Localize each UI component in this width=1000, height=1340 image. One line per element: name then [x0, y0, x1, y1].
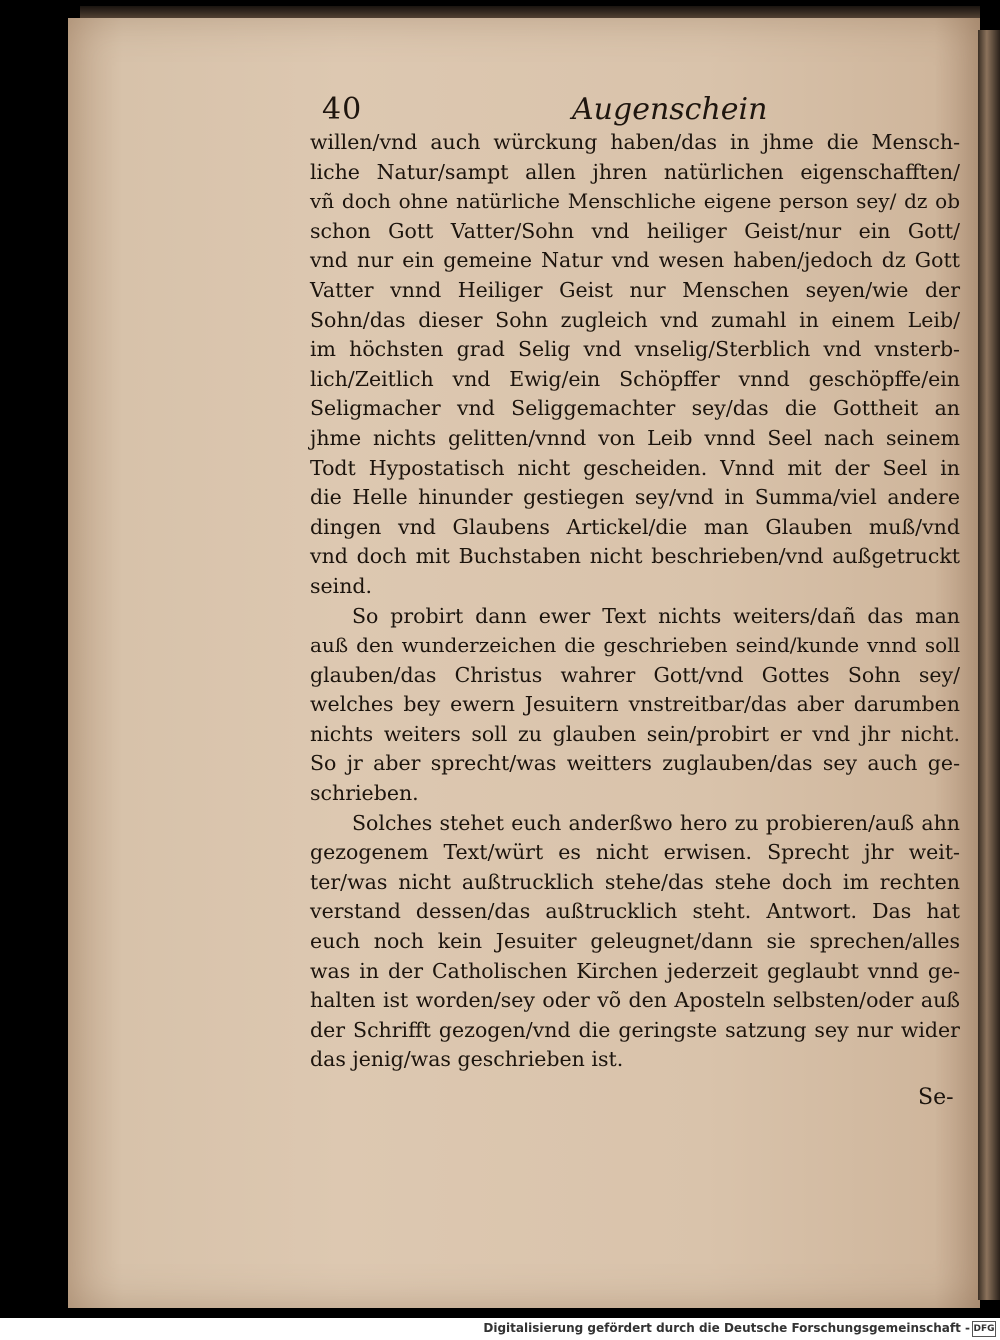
body-text	[310, 128, 960, 1075]
text-line: Sohn/das dieser Sohn zugleich vnd zumahl in einem Leib/	[310, 307, 960, 332]
footer-bar	[0, 1318, 1000, 1340]
text-line: Solches stehet euch anderßwo hero zu probieren/auß ahn	[352, 810, 960, 835]
text-line: der Schrifft gezogen/vnd die geringste satzung sey nur wider	[310, 1017, 960, 1042]
page-number: 40	[322, 92, 363, 127]
text-line: jhme nichts gelitten/vnnd von Leib vnnd Seel nach seinem	[310, 425, 960, 450]
text-line: Vatter vnnd Heiliger Geist nur Menschen seyen/wie der	[310, 277, 960, 302]
text-line: glauben/das Christus wahrer Gott/vnd Gottes Sohn sey/	[310, 662, 960, 687]
text-line: halten ist worden/sey oder võ den Aposteln selbsten/oder auß	[310, 988, 960, 1013]
text-line: verstand dessen/das außtrucklich steht. Antwort. Das hat	[310, 899, 960, 924]
dfg-logo-icon: DFG	[972, 1321, 996, 1337]
text-line: seind.	[310, 573, 373, 598]
text-line: Seligmacher vnd Seliggemachter sey/das die Gottheit an	[310, 396, 960, 421]
page-edge-right	[978, 30, 1000, 1300]
text-line: die Helle hinunder gestiegen sey/vnd in Summa/viel andere	[310, 485, 960, 510]
text-line: vnd nur ein gemeine Natur vnd wesen haben/jedoch dz Gott	[310, 248, 960, 273]
text-line: auß den wunderzeichen die geschrieben seind/kunde vnnd soll	[310, 633, 960, 658]
text-line: das jenig/was geschrieben ist.	[310, 1047, 624, 1072]
text-line: lich/Zeitlich vnd Ewig/ein Schöpffer vnnd geschöpffe/ein	[310, 366, 960, 391]
text-line: schon Gott Vatter/Sohn vnd heiliger Geist/nur ein Gott/	[310, 218, 960, 243]
text-line: nichts weiters soll zu glauben sein/probirt er vnd jhr nicht.	[310, 721, 960, 746]
text-line: euch noch kein Jesuiter geleugnet/dann sie sprechen/alles	[310, 929, 960, 954]
text-line: Todt Hypostatisch nicht gescheiden. Vnnd mit der Seel in	[310, 455, 960, 480]
text-line: vnd doch mit Buchstaben nicht beschrieben/vnd außgetruckt	[310, 544, 960, 569]
page-header	[322, 92, 768, 130]
text-line: So probirt dann ewer Text nichts weiters/dañ das man	[352, 603, 960, 628]
footer-credit: Digitalisierung gefördert durch die Deutsche Forschungsgemeinschaft -	[483, 1321, 970, 1335]
text-line: was in der Catholischen Kirchen jederzeit geglaubt vnnd ge-	[310, 958, 960, 983]
text-line: So jr aber sprecht/was weitters zuglauben/das sey auch ge-	[310, 751, 960, 776]
text-line: vñ doch ohne natürliche Menschliche eigene person sey/ dz ob	[310, 189, 960, 214]
running-title: Augenschein	[572, 92, 768, 127]
text-line: willen/vnd auch würckung haben/das in jhme die Mensch-	[310, 130, 960, 154]
text-line: dingen vnd Glaubens Artickel/die man Glauben muß/vnd	[310, 514, 960, 539]
text-line: welches bey ewern Jesuitern vnstreitbar/das aber darumben	[310, 692, 960, 717]
text-line: gezogenem Text/würt es nicht erwisen. Sprecht jhr weit-	[310, 840, 960, 865]
text-line: ter/was nicht außtrucklich stehe/das stehe doch im rechten	[310, 869, 960, 894]
text-line: im höchsten grad Selig vnd vnselig/Sterblich vnd vnsterb-	[310, 337, 960, 362]
text-line: schrieben.	[310, 781, 419, 806]
text-line: liche Natur/sampt allen jhren natürlichen eigenschafften/	[310, 159, 960, 184]
catchword: Se-	[918, 1085, 954, 1110]
